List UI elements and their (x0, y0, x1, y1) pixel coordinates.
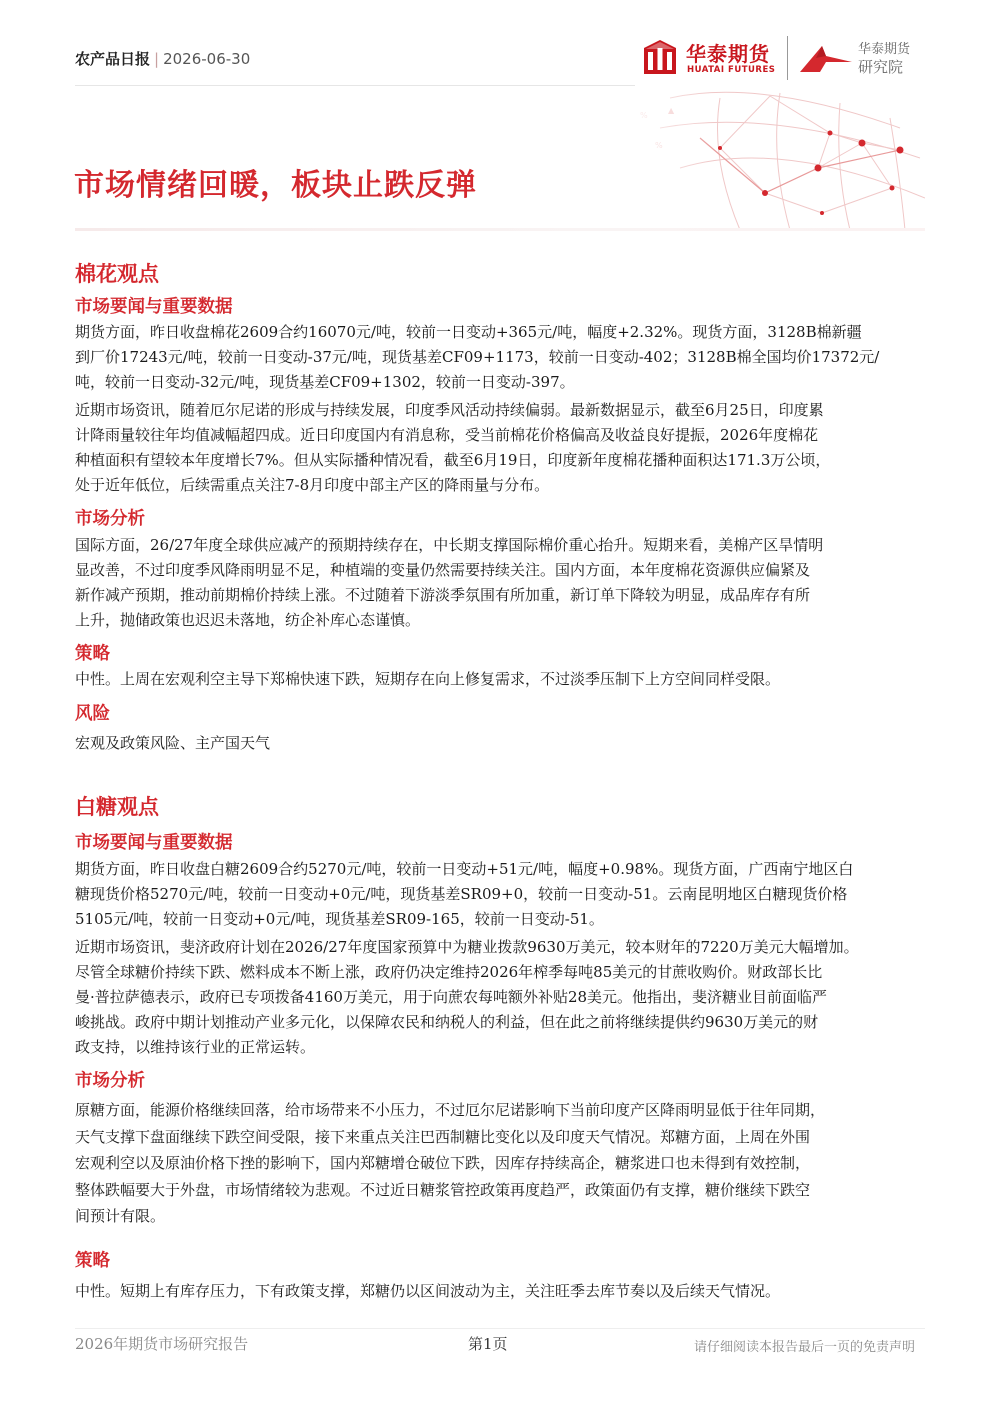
cotton-strategy-text: 中性。上周在宏观利空主导下郑棉快速下跌，短期存在向上修复需求，不过淡季压制下上方空间同样受限。 (75, 670, 781, 688)
cotton-news-heading: 市场要闻与重要数据 (75, 297, 233, 317)
sugar-news-paragraph-2: 近期市场资讯，斐济政府计划在2026/27年度国家预算中为糖业拨款9630万美元，较本财年的7220万美元大幅增加。 尽管全球糖价持续下跌、燃料成本不断上涨，政府仍决定维持2026年榨季每吨85美元的甘蔗收购价。财政部长比 曼·普拉萨德表示，政府已专项拨备4160万美元，用于向蔗农每吨额外补贴28美元。他指出，斐济糖业目前面临严 峻挑战。政府中期计划推动产业多元化，以保障农民和纳税人的利益，但在此之前将继续提供约9630万美元的财 政支持，以维持该行业的正常运转。 (75, 938, 859, 1056)
institute-name-line2: 研究院 (858, 58, 904, 76)
footer-report-name: 2026年期货市场研究报告 (75, 1335, 249, 1353)
report-date: 2026-06-30 (163, 50, 251, 68)
cotton-news-paragraph-1: 期货方面，昨日收盘棉花2609合约16070元/吨，较前一日变动+365元/吨，幅度+2.32%。现货方面，3128B棉新疆 到厂价17243元/吨，较前一日变动-37元/吨，现货基差CF09+1173，较前一日变动-402；3128B棉全国均价17372元/ 吨，较前一日变动-32元/吨，现货基差CF09+1302，较前一日变动-397。 (75, 323, 880, 391)
sugar-strategy-heading: 策略 (75, 1251, 110, 1271)
cotton-news-paragraph-2: 近期市场资讯，随着厄尔尼诺的形成与持续发展，印度季风活动持续偏弱。最新数据显示，截至6月25日，印度累 计降雨量较往年均值减幅超四成。近日印度国内有消息称，受当前棉花价格偏高及收益良好提振，2026年度棉花 种植面积有望较本年度增长7%。但从实际播种情况看，截至6月19日，印度新年度棉花播种面积达171.3万公顷， 处于近年低位，后续需重点关注7-8月印度中部主产区的降雨量与分布。 (75, 401, 831, 494)
logo-chinese-name: 华泰期货 (686, 42, 770, 66)
header-rule (75, 85, 635, 86)
huatai-logo-mark-icon (642, 38, 678, 76)
sugar-news-paragraph-1: 期货方面，昨日收盘白糖2609合约5270元/吨，较前一日变动+51元/吨，幅度+0.98%。现货方面，广西南宁地区白 糖现货价格5270元/吨，较前一日变动+0元/吨，现货基差SR09+0，较前一日变动-51。云南昆明地区白糖现货价格 5105元/吨，较前一日变动+0元/吨，现货基差SR09-165，较前一日变动-51。 (75, 860, 854, 928)
sugar-news-heading: 市场要闻与重要数据 (75, 833, 233, 853)
cotton-analysis-paragraph: 国际方面，26/27年度全球供应减产的预期持续存在，中长期支撑国际棉价重心抬升。短期来看，美棉产区旱情明 显改善，不过印度季风降雨明显不足，种植端的变量仍然需要持续关注。国内方面，本年度棉花资源供应偏紧及 新作减产预期，推动前期棉价持续上涨。不过随着下游淡季氛围有所加重，新订单下降较为明显，成品库存有所 上升，抛储政策也迟迟未落地，纺企补库心态谨慎。 (75, 536, 824, 629)
cotton-section-title: 棉花观点 (75, 262, 159, 286)
sugar-strategy-text: 中性。短期上有库存压力，下有政策支撑，郑糖仍以区间波动为主，关注旺季去库节奏以及后续天气情况。 (75, 1282, 781, 1300)
sugar-analysis-paragraph: 原糖方面，能源价格继续回落，给市场带来不小压力，不过厄尔尼诺影响下当前印度产区降雨明显低于往年同期， 天气支撑下盘面继续下跌空间受限，接下来重点关注巴西制糖比变化以及印度天气情况。郑糖方面，上周在外围 宏观利空以及原油价格下挫的影响下，国内郑糖增仓破位下跌，因库存持续高企，糖浆进口也未得到有效控制， 整体跌幅要大于外盘，市场情绪较为悲观。不过近日糖浆管控政策再度趋严，政策面仍有支撑，糖价继续下跌空 间预计有限。 (75, 1101, 826, 1225)
logo-divider (787, 36, 788, 80)
footer-disclaimer-note: 请仔细阅读本报告最后一页的免责声明 (693, 1340, 915, 1355)
header-separator: | (154, 50, 160, 68)
institute-name-line1: 华泰期货 (858, 42, 911, 57)
footer-rule (75, 1328, 925, 1329)
institute-mark-icon (796, 42, 856, 76)
cotton-risk-text: 宏观及政策风险、主产国天气 (75, 734, 271, 752)
report-type: 农产品日报 (75, 50, 151, 68)
sugar-analysis-heading: 市场分析 (75, 1071, 145, 1091)
network-globe-decoration (600, 88, 925, 230)
report-title: 市场情绪回暖，板块止跌反弹 (74, 168, 477, 203)
cotton-risk-heading: 风险 (75, 704, 110, 724)
report-header-label (75, 48, 250, 69)
cotton-analysis-heading: 市场分析 (75, 509, 145, 529)
banner-divider (75, 228, 925, 231)
cotton-strategy-heading: 策略 (75, 644, 110, 664)
sugar-section-title: 白糖观点 (75, 795, 159, 819)
logo-english-name: HUATAI FUTURES (687, 65, 776, 75)
footer-page-number: 第1页 (468, 1335, 508, 1353)
